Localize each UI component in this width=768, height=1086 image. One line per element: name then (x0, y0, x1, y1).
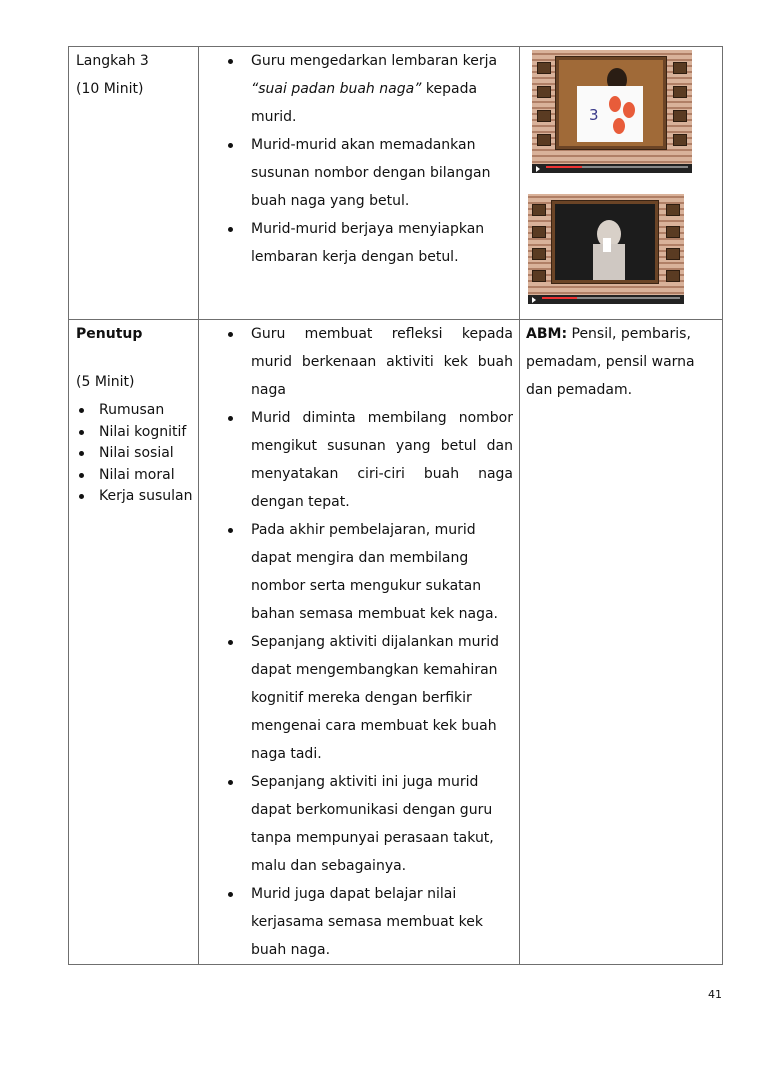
table-row (69, 320, 723, 965)
list-item: Murid diminta membilang nombor mengikut susunan yang betul dan menyatakan ciri-ciri buah naga dengan tepat. (203, 404, 513, 516)
closing-activity-list (199, 320, 519, 964)
abm-text: Pensil, pembaris, pemadam, pensil warna dan pemadam. (526, 326, 695, 398)
closing-cell (69, 320, 199, 965)
abm-label: ABM: (526, 326, 568, 342)
list-item: Murid juga dapat belajar nilai kerjasama semasa membuat kek buah naga. (203, 880, 513, 964)
closing-duration: (5 Minit) (76, 374, 135, 390)
closing-topics-list (76, 400, 194, 508)
materials-cell (520, 320, 723, 965)
list-item: Sepanjang aktiviti dijalankan murid dapat mengembangkan kemahiran kognitif mereka dengan berfikir mengenai cara membuat kek buah naga tadi. (203, 628, 513, 768)
list-item: Pada akhir pembelajaran, murid dapat mengira dan membilang nombor serta mengukur sukatan bahan semasa membuat kek naga. (203, 516, 513, 628)
step-duration: (10 Minit) (76, 81, 144, 97)
lesson-plan-table (68, 46, 723, 965)
play-icon[interactable] (532, 297, 536, 303)
step-label: Langkah 3 (76, 53, 149, 69)
list-item: Murid-murid berjaya menyiapkan lembaran kerja dengan betul. (203, 215, 513, 271)
video-thumbnail-1[interactable] (532, 50, 692, 173)
activity-cell (199, 47, 520, 320)
list-item: Guru mengedarkan lembaran kerja “suai padan buah naga” kepada murid. (203, 47, 513, 131)
list-item: Murid-murid akan memadankan susunan nombor dengan bilangan buah naga yang betul. (203, 131, 513, 215)
worksheet-card-image (559, 60, 663, 146)
list-item: Nilai sosial (76, 443, 194, 465)
list-item: Nilai kognitif (76, 422, 194, 444)
play-icon[interactable] (536, 166, 540, 172)
student-video-image (555, 204, 655, 280)
list-item: Rumusan (76, 400, 194, 422)
video-thumbnail-2[interactable] (528, 194, 684, 304)
media-cell (520, 47, 723, 320)
video-controls[interactable] (528, 295, 684, 304)
list-item: Guru membuat refleksi kepada murid berkenaan aktiviti kek buah naga (203, 320, 513, 404)
closing-heading: Penutup (76, 326, 143, 342)
closing-activity-cell (199, 320, 520, 965)
step-cell (69, 47, 199, 320)
table-row (69, 47, 723, 320)
activity-list (199, 47, 519, 271)
list-item: Kerja susulan (76, 486, 194, 508)
list-item: Sepanjang aktiviti ini juga murid dapat berkomunikasi dengan guru tanpa mempunyai perasaan takut, malu dan sebagainya. (203, 768, 513, 880)
video-controls[interactable] (532, 164, 692, 173)
list-item: Nilai moral (76, 465, 194, 487)
page-number: 41 (708, 988, 722, 1001)
card-number: 3 (589, 106, 599, 124)
